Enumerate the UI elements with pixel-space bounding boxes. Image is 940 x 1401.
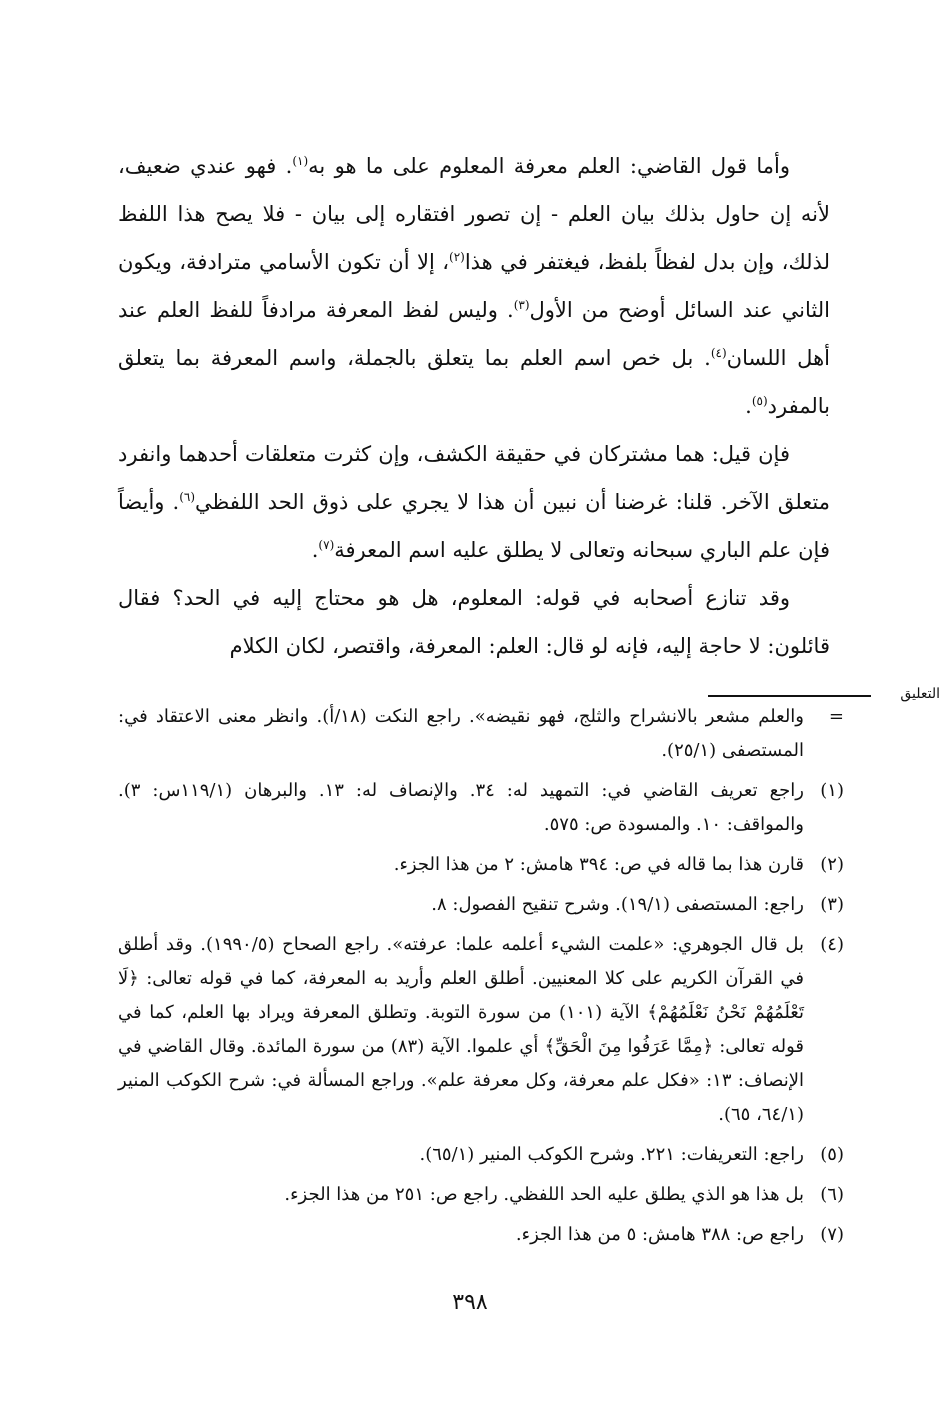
text-run: فإن قيل: هما مشتركان في حقيقة الكشف، وإن كثرت متعلقات أحدهما وانفرد متعلق الآخر. قلنا: غرضنا أن نبين أن هذا لا يجري على ذوق الحد اللفظي (118, 442, 830, 514)
footnote-1 (118, 774, 844, 842)
text-run: . وليس لفظ المعرفة مرادفاً للفظ العلم عند أهل اللسان (118, 298, 830, 370)
footnote-mark: (٤) (820, 934, 844, 955)
footnote-mark: (٢) (820, 854, 844, 875)
footnote-label: التعليق (900, 686, 940, 702)
footnote-text: بل قال الجوهري: «علمت الشيء أعلمه علما: عرفته». راجع الصحاح (١٩٩٠/٥). وقد أطلق في القرآن الكريم على كلا المعنيين. أطلق العلم وأريد به المعرفة، كما في قوله تعالى: ﴿لَا تَعْلَمُهُمْ نَحْنُ نَعْلَمُهُمْ﴾ الآية (١٠١) من سورة التوبة. وتطلق المعرفة ويراد بها العلم، كما في قوله تعالى: ﴿مِمَّا عَرَفُوا مِنَ الْحَقِّ﴾ أي علموا. الآية (٨٣) من سورة المائدة. وقال القاضي في الإنصاف: ١٣: «فكل علم معرفة، وكل معرفة علم». وراجع المسألة في: شرح الكوكب المنير (٦٤/١، ٦٥). (118, 934, 805, 1125)
footnote-mark: (٦) (820, 1184, 844, 1205)
footnote-3 (118, 888, 844, 922)
footnote-4 (118, 928, 844, 1132)
footnote-ref-4[interactable]: (٤) (710, 346, 727, 360)
footnote-text: راجع تعريف القاضي في: التمهيد له: ٣٤. والإنصاف له: ١٣. والبرهان (١١٩/١س: ٣). والمواقف: ١٠. والمسودة ص: ٥٧٥. (118, 780, 804, 835)
footnote-continued (118, 700, 844, 768)
footnote-text: راجع ص: ٣٨٨ هامش: ٥ من هذا الجزء. (515, 1224, 804, 1245)
text-run: . فهو عندي ضعيف، لأنه إن حاول بذلك بيان العلم - إن تصور افتقاره إلى بيان - فلا يصح هذا اللفظ لذلك، وإن بدل لفظاً بلفظ، فيغتفر في هذا (118, 154, 830, 274)
text-run: وأما قول القاضي: العلم معرفة المعلوم على ما هو به (308, 154, 790, 178)
footnote-text: بل هذا هو الذي يطلق عليه الحد اللفظي. راجع ص: ٢٥١ من هذا الجزء. (284, 1184, 804, 1205)
footnote-text: راجع: التعريفات: ٢٢١. وشرح الكوكب المنير (٦٥/١). (419, 1144, 804, 1165)
footnotes (118, 700, 844, 1252)
footnote-ref-2[interactable]: (٢) (449, 250, 465, 264)
footnote-text: راجع: المستصفى (١٩/١). وشرح تنقيح الفصول: ٨. (431, 894, 804, 915)
text-run: ، إلا أن تكون الأسامي مترادفة، ويكون الثاني عند السائل أوضح من الأول (118, 250, 830, 322)
footnote-5 (118, 1138, 844, 1172)
footnote-ref-7[interactable]: (٧) (318, 538, 335, 552)
footnote-mark: = (828, 706, 844, 727)
footnote-7 (118, 1218, 844, 1252)
paragraph-2 (118, 430, 830, 574)
footnote-ref-3[interactable]: (٣) (513, 298, 530, 312)
footnote-ref-1[interactable]: (١) (292, 154, 309, 168)
text-run: . (745, 394, 752, 418)
footnote-ref-5[interactable]: (٥) (751, 394, 768, 408)
footnote-2 (118, 848, 844, 882)
footnote-mark: (٣) (820, 894, 844, 915)
footnote-text: والعلم مشعر بالانشراح والثلج، فهو نقيضه». راجع النكت (١٨/أ). وانظر معنى الاعتقاد في: المستصفى (٢٥/١). (118, 706, 804, 761)
paragraph-1 (118, 142, 830, 430)
divider-line (708, 695, 871, 697)
page-number: ٣٩٨ (452, 1290, 488, 1315)
text-run: . بل خص اسم العلم بما يتعلق بالجملة، واسم المعرفة بما يتعلق بالمفرد (118, 346, 830, 418)
text-run: . (311, 538, 319, 562)
main-text (118, 142, 830, 670)
text-run: . وأيضاً فإن علم الباري سبحانه وتعالى لا يطلق عليه اسم المعرفة (118, 490, 830, 562)
footnote-ref-6[interactable]: (٦) (179, 490, 196, 504)
footnote-mark: (٧) (820, 1224, 844, 1245)
paragraph-3: وقد تنازع أصحابه في قوله: المعلوم، هل هو محتاج إليه في الحد؟ فقال قائلون: لا حاجة إليه، فإنه لو قال: العلم: المعرفة، واقتصر، لكان الكلام (118, 586, 830, 658)
footnote-mark: (٥) (820, 1144, 844, 1165)
footnote-text: قارن هذا بما قاله في ص: ٣٩٤ هامش: ٢ من هذا الجزء. (393, 854, 804, 875)
footnote-6 (118, 1178, 844, 1212)
footnote-mark: (١) (820, 780, 844, 801)
